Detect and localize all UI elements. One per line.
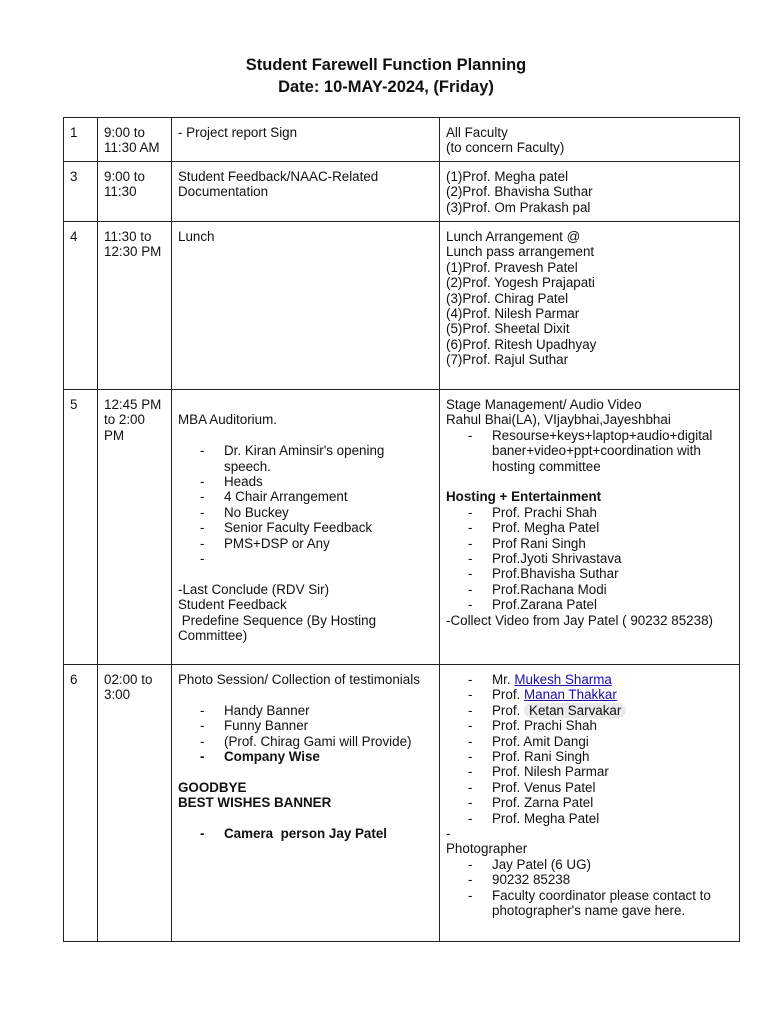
list-item: - Funny Banner <box>178 718 433 733</box>
person-link-mukesh-sharma[interactable]: Mukesh Sharma <box>514 672 612 687</box>
row-number-cell <box>64 118 98 162</box>
activity-text: -Last Conclude (RDV Sir) <box>178 581 330 597</box>
banner-list <box>178 703 433 765</box>
responsible-cell <box>440 222 740 390</box>
document-date: Date: 10-MAY-2024, (Friday) <box>278 78 494 96</box>
responsible-text: (1)Prof. Megha patel <box>446 169 569 184</box>
list-item: - Resourse+keys+laptop+audio+digital baner+video+ppt+coordination with hosting committee <box>446 428 733 474</box>
responsible-text: (2)Prof. Yogesh Prajapati <box>446 275 595 291</box>
list-item: - Prof. Rani Singh <box>446 749 733 764</box>
time-text: 02:00 to <box>104 672 153 687</box>
schedule-table <box>63 117 740 942</box>
row-number-cell <box>64 390 98 665</box>
activity-text: Lunch <box>178 229 215 244</box>
time-cell <box>98 118 172 162</box>
row-number: 5 <box>70 397 78 412</box>
banner-text: GOODBYE <box>178 779 247 795</box>
row-number: 3 <box>70 169 78 184</box>
row-number: 1 <box>70 125 78 140</box>
list-item: - Prof. Venus Patel <box>446 780 733 795</box>
list-item: - Handy Banner <box>178 703 433 718</box>
activity-text: Student Feedback/NAAC-Related <box>178 169 379 184</box>
time-text: 11:30 AM <box>104 140 160 156</box>
venue-text: MBA Auditorium. <box>178 412 277 428</box>
document-header <box>0 54 768 98</box>
time-text: 11:30 to <box>104 229 152 244</box>
time-text: 9:00 to <box>104 125 145 140</box>
table-row <box>64 162 740 222</box>
name-prefix: Prof. <box>492 687 521 703</box>
photographer-heading: Photographer <box>446 841 528 857</box>
activity-cell <box>172 118 440 162</box>
activity-cell <box>172 665 440 942</box>
list-item: - Company Wise <box>178 749 433 764</box>
agenda-list <box>178 443 433 566</box>
responsible-text: (1)Prof. Pravesh Patel <box>446 259 578 275</box>
list-item: - Prof. Zarna Patel <box>446 795 733 810</box>
banner-text: BEST WISHES BANNER <box>178 795 332 811</box>
list-item: - No Buckey <box>178 505 433 520</box>
responsible-text: (5)Prof. Sheetal Dixit <box>446 321 570 337</box>
responsible-text: Lunch Arrangement @ <box>446 229 581 244</box>
table-row <box>64 665 740 942</box>
list-item: - Prof. Prachi Shah <box>446 718 733 733</box>
responsible-text: (7)Prof. Rajul Suthar <box>446 352 569 368</box>
activity-cell <box>172 162 440 222</box>
row-number: 6 <box>70 672 78 687</box>
responsible-text: (to concern Faculty) <box>446 140 565 156</box>
table-row <box>64 390 740 665</box>
table-row <box>64 118 740 162</box>
time-cell <box>98 665 172 942</box>
list-item: - Jay Patel (6 UG) <box>446 857 733 872</box>
activity-text: Student Feedback <box>178 597 287 613</box>
stage-people: Rahul Bhai(LA), VIjaybhai,Jayeshbhai <box>446 412 671 428</box>
table-row <box>64 222 740 390</box>
responsible-text: (4)Prof. Nilesh Parmar <box>446 306 580 322</box>
time-text: 11:30 <box>104 184 137 200</box>
responsible-text: (6)Prof. Ritesh Upadhyay <box>446 336 597 352</box>
list-item: - Faculty coordinator please contact to photographer's name gave here. <box>446 888 733 919</box>
person-chip-ketan-sarvakar[interactable]: Ketan Sarvakar <box>524 703 626 718</box>
list-item: - Heads <box>178 474 433 489</box>
list-item: - Prof. Amit Dangi <box>446 734 733 749</box>
responsible-cell <box>440 162 740 222</box>
list-item: - 90232 85238 <box>446 872 733 887</box>
list-item: - PMS+DSP or Any <box>178 536 433 551</box>
time-text: PM <box>104 427 125 443</box>
photo-people-list <box>446 672 733 826</box>
time-text: 9:00 to <box>104 169 145 184</box>
list-item: - Camera person Jay Patel <box>178 826 433 841</box>
list-item: - Prof. Nilesh Parmar <box>446 764 733 779</box>
list-item <box>446 672 733 687</box>
responsible-cell <box>440 118 740 162</box>
activity-text: Documentation <box>178 184 269 200</box>
list-item: - Senior Faculty Feedback <box>178 520 433 535</box>
activity-text: - Project report Sign <box>178 125 298 140</box>
time-cell <box>98 390 172 665</box>
responsible-text: (3)Prof. Om Prakash pal <box>446 199 591 215</box>
name-prefix: Mr. <box>492 672 511 687</box>
time-cell <box>98 162 172 222</box>
list-item <box>178 551 433 566</box>
activity-cell <box>172 390 440 665</box>
person-link-manan-thakkar[interactable]: Manan Thakkar <box>524 687 617 703</box>
name-prefix: Prof. <box>492 702 521 718</box>
list-item <box>446 703 733 718</box>
trailing-dash: - <box>446 826 451 842</box>
time-text: 3:00 <box>104 687 131 703</box>
list-item: - Prof. Prachi Shah <box>446 505 733 520</box>
responsible-text: Lunch pass arrangement <box>446 244 595 260</box>
list-item <box>446 687 733 702</box>
activity-text: Predefine Sequence (By Hosting Committee) <box>178 612 380 644</box>
row-number-cell <box>64 222 98 390</box>
row-number: 4 <box>70 229 78 244</box>
list-item: - Prof.Rachana Modi <box>446 582 733 597</box>
camera-list <box>178 826 433 841</box>
photographer-list <box>446 857 733 919</box>
activity-heading: Photo Session/ Collection of testimonials <box>178 672 420 687</box>
list-item: - Prof.Bhavisha Suthar <box>446 566 733 581</box>
row-number-cell <box>64 162 98 222</box>
list-item: - (Prof. Chirag Gami will Provide) <box>178 734 433 749</box>
hosting-list <box>446 505 733 613</box>
responsible-cell <box>440 665 740 942</box>
list-item: - Dr. Kiran Aminsir's opening speech. <box>178 443 433 474</box>
time-text: 12:45 PM <box>104 397 162 412</box>
time-text: 12:30 PM <box>104 244 162 260</box>
list-item: - Prof Rani Singh <box>446 536 733 551</box>
video-note: -Collect Video from Jay Patel ( 90232 85238) <box>446 612 713 628</box>
list-item: - Prof. Megha Patel <box>446 811 733 826</box>
responsible-text: (3)Prof. Chirag Patel <box>446 290 569 306</box>
activity-cell <box>172 222 440 390</box>
list-item: - Prof.Jyoti Shrivastava <box>446 551 733 566</box>
responsible-text: (2)Prof. Bhavisha Suthar <box>446 184 593 200</box>
hosting-heading: Hosting + Entertainment <box>446 489 602 505</box>
time-text: to 2:00 <box>104 412 145 428</box>
list-item: - Prof.Zarana Patel <box>446 597 733 612</box>
responsible-text: All Faculty <box>446 125 508 140</box>
row-number-cell <box>64 665 98 942</box>
list-item: - Prof. Megha Patel <box>446 520 733 535</box>
document-title: Student Farewell Function Planning <box>245 56 527 74</box>
list-item: - 4 Chair Arrangement <box>178 489 433 504</box>
stage-heading: Stage Management/ Audio Video <box>446 397 642 412</box>
time-cell <box>98 222 172 390</box>
responsible-cell <box>440 390 740 665</box>
stage-list <box>446 428 733 474</box>
